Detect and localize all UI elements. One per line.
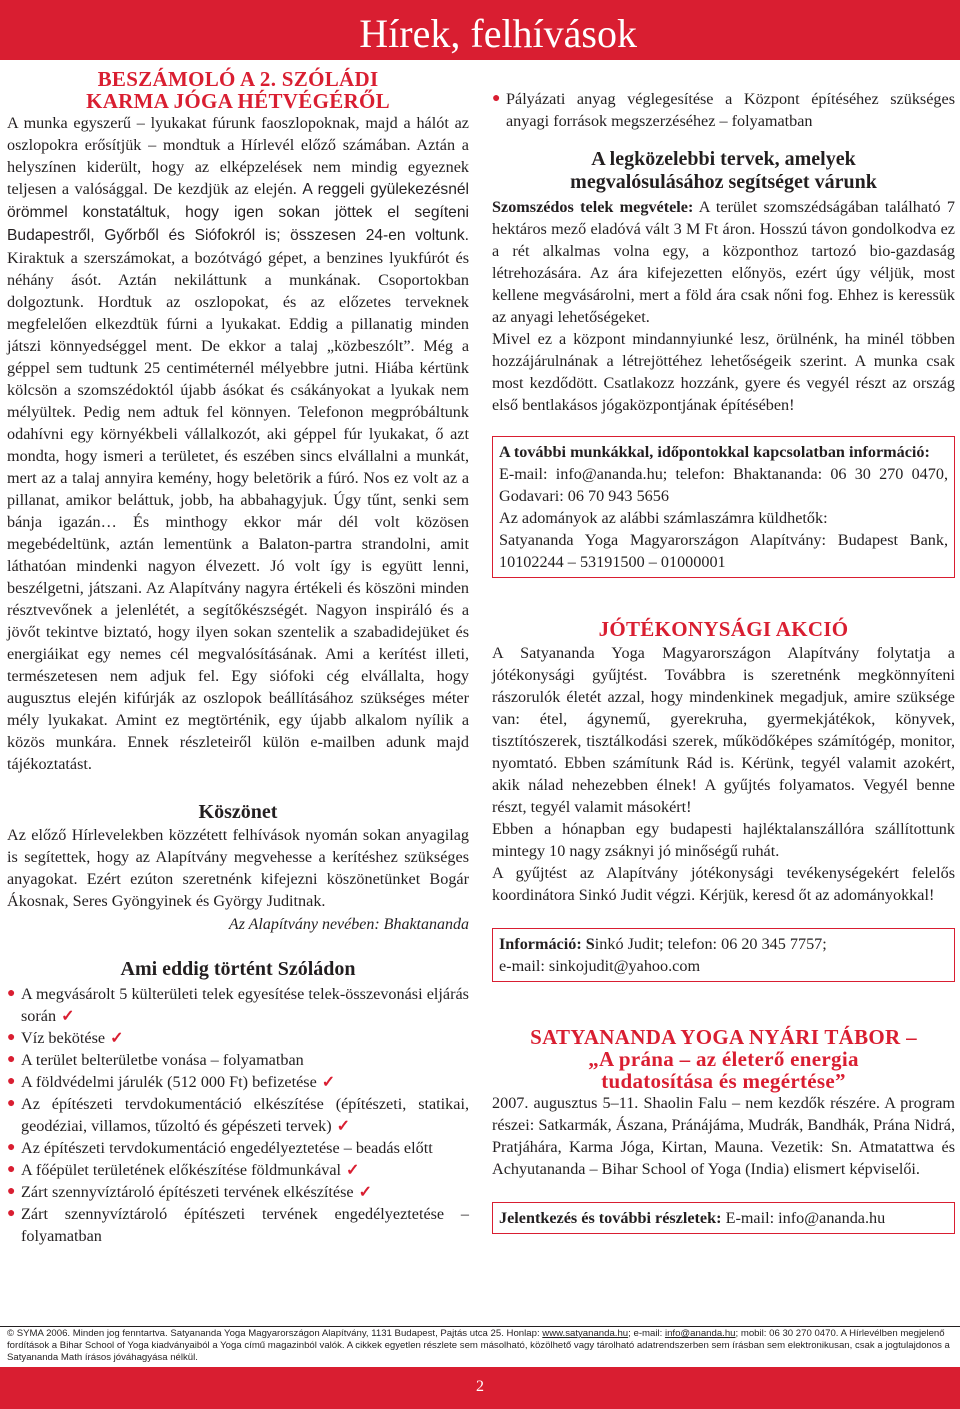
plans-paragraph-1: Szomszédos telek megvétele: A terület szomszédságában található 7 hektáros mező eladóvá vált 3 M Ft áron. Hosszú távon gondolkodva ez a rét alkalmas volna egy, a központhoz tartozó bio-gazdaság létrehozására. Az ára kifejezetten előnyös, ezért úgy véljük, most kellene megvásárolni, mert a föld ára csak nőni fog. Ehhez is keressük az anyagi lehetőségeket. <box>492 198 955 326</box>
page-number: 2 <box>476 1378 484 1395</box>
list-item: ● Zárt szennyvíztároló építészeti tervének engedélyeztetése – folyamatban <box>7 1205 469 1245</box>
charity-paragraph-3: A gyűjtést az Alapítvány jótékonysági tevékenységekért felelős koordinátora Sinkó Judit végzi. Kérjük, keresd őt az adományokkal! <box>492 864 955 904</box>
bullet-icon: ● <box>7 1074 16 1089</box>
report-title-line-1: BESZÁMOLÓ A 2. SZÓLÁDI <box>97 67 379 91</box>
registration-line: Jelentkezés és további részletek: E-mail: info@ananda.hu <box>499 1209 886 1227</box>
bullet-icon: ● <box>7 1162 16 1177</box>
list-item: ● Az építészeti tervdokumentáció engedélyeztetése – beadás előtt <box>7 1139 433 1157</box>
done-list <box>7 983 469 1247</box>
list-item: ● A terület belterületbe vonása – folyamatban <box>7 1051 304 1069</box>
checkmark-icon: ✓ <box>110 1029 124 1047</box>
plans-title-line-2: megvalósulásához segítséget várunk <box>570 171 877 193</box>
charity-paragraph-1: A Satyananda Yoga Magyarországon Alapítvány folytatja a jótékonysági gyűjtést. Továbbra is szeretnénk megkönnyíteni rászorulók életét azzal, hogy mindenkinek megadjuk, amire szüksége van: étel, ágynemű, gyerekruha, gyermekjátékok, könyvek, tisztítószerek, tisztálkodási szerek, működőképes számítógép, monitor, nyomtató. Ebben számítunk Rád is. Kérünk, tegyél valamit azokért, akik nálad nehezebben élnek! A gyűjtés folyamatos. Vegyél benne részt, tegyél valamit másokért! <box>492 644 955 816</box>
checkmark-icon: ✓ <box>336 1117 351 1135</box>
bullet-icon: ● <box>492 91 501 106</box>
bullet-icon: ● <box>7 1206 16 1221</box>
left-column <box>7 66 469 1247</box>
footer-divider <box>0 1326 960 1327</box>
info-box <box>492 928 955 982</box>
list-item: ● A főépület területének előkészítése földmunkával ✓ <box>7 1161 360 1179</box>
section-title: Hírek, felhívások <box>359 11 637 56</box>
info-line-1: Információ: Sinkó Judit; telefon: 06 20 345 7757; <box>499 935 827 953</box>
plans-title-line-1: A legközelebbi tervek, amelyek <box>591 148 856 170</box>
list-item: ● Zárt szennyvíztároló építészeti tervének elkészítése ✓ <box>7 1183 373 1201</box>
plans-paragraph-2: Mivel ez a központ mindannyiunké lesz, örülnénk, ha minél többen hozzájárulnának a létrejöttéhez lehetőségeik szerint. A munka csak most kezdődött. Csatlakozz hozzánk, gyere és vegyél részt az ország első bentlakásos jógaközpontjának építésében! <box>492 330 955 414</box>
report-title-line-2: KARMA JÓGA HÉTVÉGÉRŐL <box>86 89 390 113</box>
contact-line-1: E-mail: info@ananda.hu; telefon: Bhaktananda: 06 30 270 0470, Godavari: 06 70 943 5656 <box>499 465 948 505</box>
bullet-icon: ● <box>7 1096 16 1111</box>
checkmark-icon: ✓ <box>61 1007 75 1025</box>
bullet-icon: ● <box>7 1052 16 1067</box>
checkmark-icon: ✓ <box>321 1073 336 1091</box>
thanks-title: Köszönet <box>198 801 278 823</box>
checkmark-icon: ✓ <box>346 1161 360 1179</box>
header-banner <box>0 0 960 60</box>
charity-title: JÓTÉKONYSÁGI AKCIÓ <box>598 617 849 641</box>
contact-line-2: Az adományok az alábbi számlaszámra küldhetők: <box>499 509 828 527</box>
bullet-icon: ● <box>7 986 16 1001</box>
registration-box <box>492 1202 955 1234</box>
camp-subtitle-line-2: tudatosítása és megértése” <box>601 1069 846 1093</box>
status-list <box>492 88 955 132</box>
email-link[interactable]: info@ananda.hu <box>664 1328 736 1339</box>
plans-lead: Szomszédos telek megvétele: <box>492 198 694 216</box>
list-item: ● Víz bekötése ✓ <box>7 1029 124 1047</box>
list-item: ● Az építészeti tervdokumentáció elkészítése (építészeti, statikai, geodéziai, villamos, tűzoltó és gépészeti tervek) ✓ <box>7 1095 469 1135</box>
camp-paragraph: 2007. augusztus 5–11. Shaolin Falu – nem kezdők részére. A program részei: Satkarmák, Ászana, Pránájáma, Mudrák, Bandhák, Prána Nidrá, Pratjáhára, Karma Jóga, Kirtan, Mauna. Vezetik: Sn. Atmatattwa és Achyutananda – Bihar School of Yoga (India) elismert képviselői. <box>492 1094 955 1178</box>
camp-subtitle-line-1: „A prána – az életerő energia <box>588 1047 859 1071</box>
done-title: Ami eddig történt Szóládon <box>120 958 356 980</box>
report-intro-text: A munka egyszerű – lyukakat fúrunk faoszlopoknak, majd a hálót az oszlopokra erősítjük – mondtuk a Hírlevél előző számában. Aztán a helyszínen kiderült, hogy az elképzelések nem mindig egyeznek teljesen a valósággal. De kezdjük az elején. <box>7 114 469 198</box>
bullet-icon: ● <box>7 1140 16 1155</box>
report-paragraph <box>7 112 469 775</box>
contact-lead: A további munkákkal, időpontokkal kapcsolatban információ: <box>499 443 930 461</box>
report-gathering-text: A reggeli gyülekezésnél örömmel konstatáltuk, hogy igen sokan jöttek el segíteni Budapestről, Győrből és Siófokról is; összesen 24-en voltunk. <box>7 181 470 244</box>
report-work-text: Kiraktuk a szerszámokat, a bozótvágó gépet, a benzines lyukfúrót és néhány ásót. Aztán nekiláttunk a munkának. Csoportokban dolgoztunk. Hordtuk az oszlopokat, és az előzetes terveknek megfelelően elkezdtük fúrni a lyukakat. Eddig a pillanatig minden játszi könnyedséggel ment. De ekkor a talaj „közbeszólt”. Még a géppel sem tudtunk 25 centiméternél mélyebbre jutni. Hiába kértünk kölcsön a szomszédoktól újabb ásókat és csákányokat a lyukak nem mélyültek. Pedig nem adtuk fel könnyen. <box>7 249 469 421</box>
bullet-icon: ● <box>7 1184 16 1199</box>
contact-box <box>492 436 955 578</box>
camp-title: SATYANANDA YOGA NYÁRI TÁBOR – <box>530 1025 917 1049</box>
contact-line-3: Satyananda Yoga Magyarországon Alapítvány: Budapest Bank, 10102244 – 53191500 – 01000001 <box>499 531 948 571</box>
list-item: ● Pályázati anyag véglegesítése a Központ építéséhez szükséges anyagi források megszerzéséhez – folyamatban <box>492 90 955 130</box>
checkmark-icon: ✓ <box>358 1183 373 1201</box>
footer-text: © SYMA 2006. Minden jog fenntartva. Satyananda Yoga Magyarországon Alapítvány, 1131 Budapest, Pajtás utca 25. Honlap: www.satyananda.hu; e-mail: info@ananda.hu; mobil: 06 30 270 0470. A Hírlevélben megjelenő fordítások a Bihar School of Yoga kiadványaiból a Yoga című magazinból valók. A cikkek egyetlen részlete sem másolható, közölhető vagy tárolható adatrendszerben sem írásban sem elektronikusan, csak a jogtulajdonos a Satyananda Math írásos jóváhagyása nélkül. <box>7 1328 950 1363</box>
list-item: ● A megvásárolt 5 külterületi telek egyesítése telek-összevonási eljárás során ✓ <box>7 985 469 1025</box>
list-item: ● A földvédelmi járulék (512 000 Ft) befizetése ✓ <box>7 1073 336 1091</box>
bullet-icon: ● <box>7 1030 16 1045</box>
website-link[interactable]: www.satyananda.hu <box>542 1328 629 1339</box>
right-column <box>492 66 955 1234</box>
thanks-paragraph: Az előző Hírlevelekben közzétett felhívások nyomán sokan anyagilag is segítettek, hogy az Alapítvány megvehesse a kerítéshez szükséges anyagokat. Ezért ezúton szeretnénk kifejezni köszönetünket Bogár Ákosnak, Seres Gyöngyinek és György Juditnak. <box>7 826 469 910</box>
info-line-2: e-mail: sinkojudit@yahoo.com <box>499 957 701 975</box>
charity-paragraph-2: Ebben a hónapban egy budapesti hajléktalanszállóra szállítottunk mintegy 10 nagy zsáknyi jó minőségű ruhát. <box>492 820 955 860</box>
copyright-icon: © <box>7 1328 15 1339</box>
thanks-signature: Az Alapítvány nevében: Bhaktananda <box>228 916 469 933</box>
report-outcome-text: Telefonon megpróbáltunk odahívni egy környékbeli vállalkozót, aki géppel fúr lyukakat, ő azt mondta, hogy ismeri a területet, és eszében sincs elvállalni a munkát, mert az a talaj annyira kemény, hogy beletörik a fúró. Nos ez volt az a pillanat, amikor beláttuk, jobb, ha abbahagyjuk. Úgy tűnt, senki sem bánja igazán… És minthogy ekkor már dél volt közösen megebédeltünk, aztán lementünk a Balaton-partra strandolni, amit láthatóan mindenki nagyon élvezett. Jó volt így is együtt lenni, beszélgetni, játszani. Az Alapítvány nagyra értékeli és köszöni minden résztvevőnek a jelenlétét, a segítőkészségét. Nagyon inspiráló és a jövőt tekintve biztató, hogy ilyen sokan szentelik a szabadidejüket és energiáikat egy nemes cél megvalósításának. Ami a kerítést illeti, természetesen nem adjuk fel. Egy siófoki cég elvállalta, hogy augusztus elején kifúrják az oszlopok beállításához szükséges méter mély lyukakat. Amint ez megtörténik, egy újabb alkalom nyílik a közös munkára. Ennek részleteiről külön e-mailben adunk majd tájékoztatást. <box>7 403 469 773</box>
